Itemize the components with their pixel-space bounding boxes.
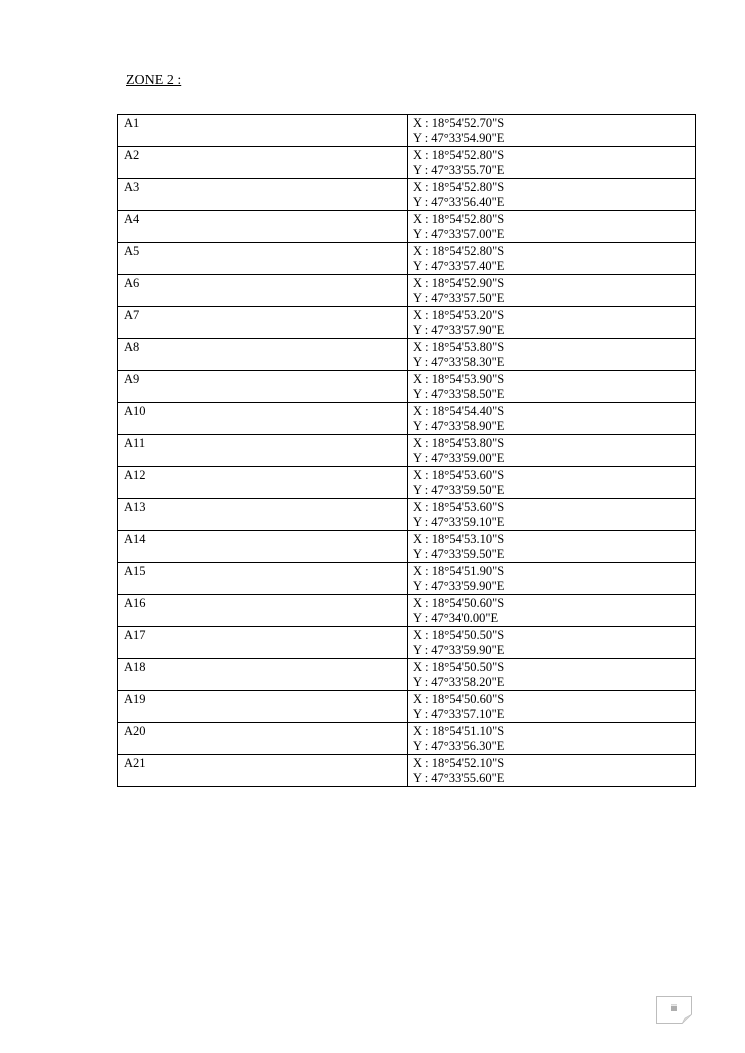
x-coordinate: X : 18°54'52.80"S <box>413 180 505 194</box>
y-coordinate: Y : 47°34'0.00"E <box>413 611 499 625</box>
coordinate-cell <box>408 339 696 371</box>
x-coordinate: X : 18°54'52.90"S <box>413 276 505 290</box>
y-coordinate: Y : 47°33'56.40"E <box>413 195 505 209</box>
coordinate-cell <box>408 755 696 787</box>
x-coordinate: X : 18°54'53.20"S <box>413 308 505 322</box>
point-label: A7 <box>118 307 408 339</box>
coordinate-cell <box>408 691 696 723</box>
coordinate-cell <box>408 467 696 499</box>
coordinate-cell <box>408 179 696 211</box>
y-coordinate: Y : 47°33'59.00"E <box>413 451 505 465</box>
table-row <box>118 243 696 275</box>
coordinates-table <box>117 114 696 787</box>
x-coordinate: X : 18°54'52.80"S <box>413 212 505 226</box>
coordinate-cell <box>408 307 696 339</box>
table-row <box>118 691 696 723</box>
coordinate-cell <box>408 435 696 467</box>
table-row <box>118 179 696 211</box>
coordinate-cell <box>408 531 696 563</box>
y-coordinate: Y : 47°33'58.20"E <box>413 675 505 689</box>
point-label: A11 <box>118 435 408 467</box>
y-coordinate: Y : 47°33'56.30"E <box>413 739 505 753</box>
coordinate-cell <box>408 403 696 435</box>
table-row <box>118 435 696 467</box>
x-coordinate: X : 18°54'50.60"S <box>413 692 505 706</box>
table-row <box>118 403 696 435</box>
y-coordinate: Y : 47°33'57.10"E <box>413 707 505 721</box>
point-label: A19 <box>118 691 408 723</box>
x-coordinate: X : 18°54'54.40"S <box>413 404 505 418</box>
point-label: A10 <box>118 403 408 435</box>
y-coordinate: Y : 47°33'55.60"E <box>413 771 505 785</box>
point-label: A1 <box>118 115 408 147</box>
table-row <box>118 467 696 499</box>
table-row <box>118 531 696 563</box>
table-row <box>118 563 696 595</box>
table-row <box>118 275 696 307</box>
point-label: A2 <box>118 147 408 179</box>
x-coordinate: X : 18°54'53.80"S <box>413 436 505 450</box>
x-coordinate: X : 18°54'50.50"S <box>413 628 505 642</box>
x-coordinate: X : 18°54'52.10"S <box>413 756 505 770</box>
coordinate-cell <box>408 563 696 595</box>
y-coordinate: Y : 47°33'58.50"E <box>413 387 505 401</box>
point-label: A14 <box>118 531 408 563</box>
table-row <box>118 115 696 147</box>
point-label: A9 <box>118 371 408 403</box>
x-coordinate: X : 18°54'52.80"S <box>413 244 505 258</box>
coordinate-cell <box>408 659 696 691</box>
x-coordinate: X : 18°54'52.80"S <box>413 148 505 162</box>
table-row <box>118 723 696 755</box>
y-coordinate: Y : 47°33'57.50"E <box>413 291 505 305</box>
point-label: A20 <box>118 723 408 755</box>
y-coordinate: Y : 47°33'59.90"E <box>413 643 505 657</box>
point-label: A16 <box>118 595 408 627</box>
x-coordinate: X : 18°54'51.90"S <box>413 564 505 578</box>
table-row <box>118 627 696 659</box>
y-coordinate: Y : 47°33'57.90"E <box>413 323 505 337</box>
coordinate-cell <box>408 147 696 179</box>
x-coordinate: X : 18°54'52.70"S <box>413 116 505 130</box>
table-row <box>118 307 696 339</box>
point-label: A3 <box>118 179 408 211</box>
coordinate-cell <box>408 275 696 307</box>
table-row <box>118 595 696 627</box>
point-label: A8 <box>118 339 408 371</box>
x-coordinate: X : 18°54'53.60"S <box>413 468 505 482</box>
page-number: iii <box>671 1003 677 1013</box>
x-coordinate: X : 18°54'50.50"S <box>413 660 505 674</box>
y-coordinate: Y : 47°33'59.10"E <box>413 515 505 529</box>
coordinate-cell <box>408 243 696 275</box>
coordinate-cell <box>408 595 696 627</box>
y-coordinate: Y : 47°33'58.30"E <box>413 355 505 369</box>
coordinate-cell <box>408 371 696 403</box>
zone-heading: ZONE 2 : <box>126 73 182 88</box>
coordinate-cell <box>408 211 696 243</box>
table-row <box>118 371 696 403</box>
y-coordinate: Y : 47°33'57.00"E <box>413 227 505 241</box>
point-label: A4 <box>118 211 408 243</box>
point-label: A13 <box>118 499 408 531</box>
x-coordinate: X : 18°54'53.80"S <box>413 340 505 354</box>
x-coordinate: X : 18°54'53.10"S <box>413 532 505 546</box>
y-coordinate: Y : 47°33'59.50"E <box>413 483 505 497</box>
point-label: A12 <box>118 467 408 499</box>
x-coordinate: X : 18°54'50.60"S <box>413 596 505 610</box>
x-coordinate: X : 18°54'51.10"S <box>413 724 505 738</box>
y-coordinate: Y : 47°33'54.90"E <box>413 131 505 145</box>
page-number-box <box>656 996 692 1024</box>
x-coordinate: X : 18°54'53.90"S <box>413 372 505 386</box>
page-curl-icon <box>682 1014 692 1024</box>
point-label: A5 <box>118 243 408 275</box>
point-label: A17 <box>118 627 408 659</box>
point-label: A21 <box>118 755 408 787</box>
point-label: A15 <box>118 563 408 595</box>
y-coordinate: Y : 47°33'59.50"E <box>413 547 505 561</box>
coordinate-cell <box>408 115 696 147</box>
coordinates-table-body <box>118 115 696 787</box>
coordinate-cell <box>408 627 696 659</box>
table-row <box>118 755 696 787</box>
table-row <box>118 147 696 179</box>
table-row <box>118 659 696 691</box>
x-coordinate: X : 18°54'53.60"S <box>413 500 505 514</box>
point-label: A6 <box>118 275 408 307</box>
table-row <box>118 211 696 243</box>
coordinate-cell <box>408 723 696 755</box>
coordinate-cell <box>408 499 696 531</box>
y-coordinate: Y : 47°33'55.70"E <box>413 163 505 177</box>
point-label: A18 <box>118 659 408 691</box>
table-row <box>118 339 696 371</box>
y-coordinate: Y : 47°33'58.90"E <box>413 419 505 433</box>
y-coordinate: Y : 47°33'57.40"E <box>413 259 505 273</box>
y-coordinate: Y : 47°33'59.90"E <box>413 579 505 593</box>
table-row <box>118 499 696 531</box>
